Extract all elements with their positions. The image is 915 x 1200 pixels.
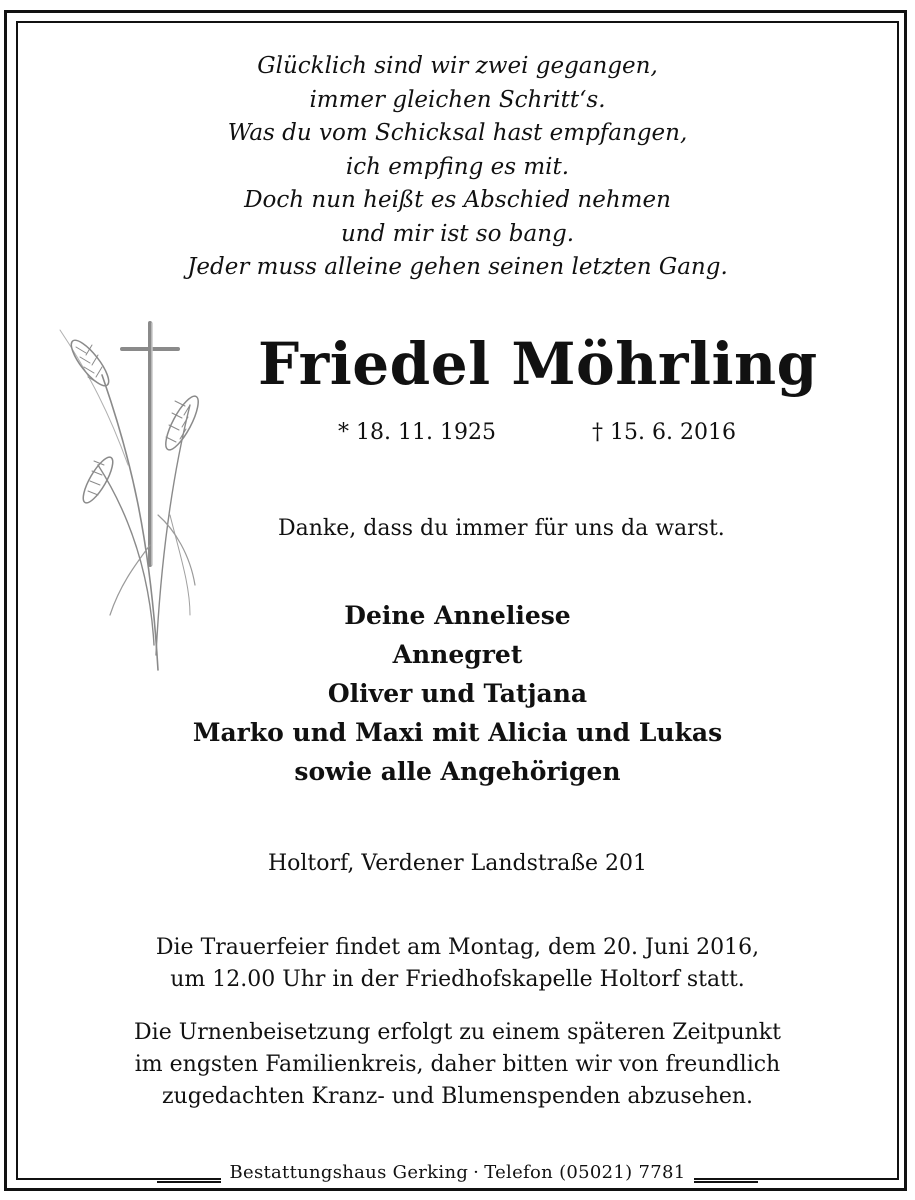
thanks-text: Danke, dass du immer für uns da warst.	[278, 516, 725, 541]
poem-line: Doch nun heißt es Abschied nehmen	[244, 187, 671, 213]
birth-date: * 18. 11. 1925	[338, 420, 496, 445]
family-line: Annegret	[392, 640, 523, 669]
family-list	[0, 596, 915, 791]
deceased-name: Friedel Möhrling	[258, 330, 818, 398]
urn-line: im engsten Familienkreis, daher bitten wir von freundlich	[134, 1052, 781, 1077]
family-line: Oliver und Tatjana	[327, 679, 588, 708]
poem-line: Glücklich sind wir zwei gegangen,	[257, 53, 658, 79]
funeral-home-name: Bestattungshaus Gerking	[229, 1162, 469, 1183]
family-line: Deine Anneliese	[344, 601, 571, 630]
poem	[0, 50, 915, 285]
ceremony-line: um 12.00 Uhr in der Friedhofskapelle Holtorf statt.	[170, 967, 745, 992]
poem-line: Was du vom Schicksal hast empfangen,	[227, 120, 688, 146]
address: Holtorf, Verdener Landstraße 201	[267, 851, 648, 876]
ceremony-line: Die Trauerfeier findet am Montag, dem 20. Juni 2016,	[155, 935, 760, 960]
footer-separator: ·	[473, 1162, 480, 1183]
urn-notice	[0, 1017, 915, 1113]
poem-line: immer gleichen Schritt‘s.	[309, 86, 606, 113]
urn-line: zugedachten Kranz- und Blumenspenden abzusehen.	[161, 1084, 754, 1109]
ceremony-notice	[0, 932, 915, 996]
footer-text	[221, 1162, 693, 1183]
death-date: † 15. 6. 2016	[592, 420, 736, 445]
funeral-home-phone: Telefon (05021) 7781	[484, 1162, 686, 1183]
family-line: sowie alle Angehörigen	[294, 757, 621, 786]
poem-line: ich empfing es mit.	[345, 153, 570, 180]
poem-line: Jeder muss alleine gehen seinen letzten Gang.	[187, 254, 728, 280]
family-line: Marko und Maxi mit Alicia und Lukas	[192, 718, 723, 747]
poem-line: und mir ist so bang.	[340, 220, 575, 247]
urn-line: Die Urnenbeisetzung erfolgt zu einem späteren Zeitpunkt	[134, 1020, 781, 1045]
footer	[0, 1162, 915, 1183]
